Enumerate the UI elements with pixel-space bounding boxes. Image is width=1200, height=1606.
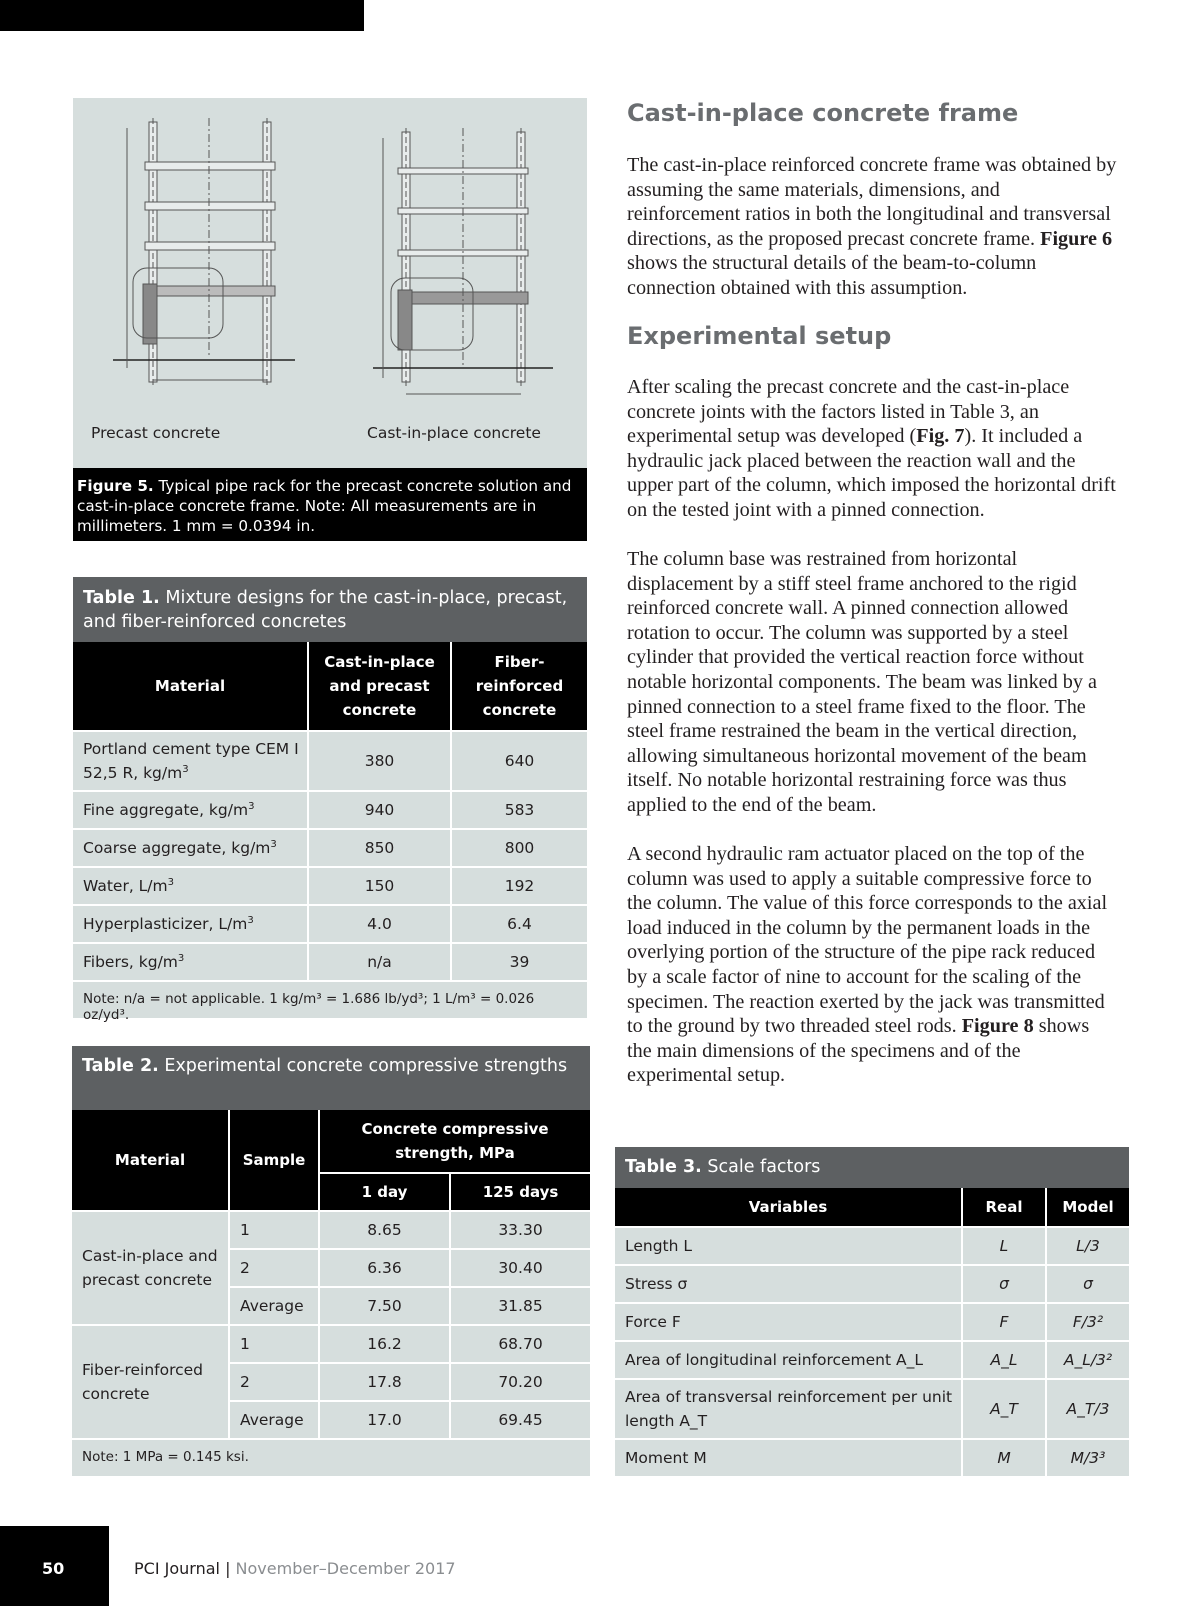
t2-cell-125days: 31.85	[449, 1286, 590, 1324]
table-1-note: Note: n/a = not applicable. 1 kg/m³ = 1.686 lb/yd³; 1 L/m³ = 0.026 oz/yd³.	[73, 980, 587, 1018]
t2-header-125days: 125 days	[449, 1172, 590, 1210]
t1-cell-cip: 940	[307, 790, 450, 828]
table-2-caption: Experimental concrete compressive strengths	[164, 1056, 568, 1076]
figure-label-precast: Precast concrete	[91, 424, 221, 442]
t1-cell-fiber: 6.4	[450, 904, 587, 942]
top-black-bar	[0, 0, 364, 31]
table-1-caption: Mixture designs for the cast-in-place, precast, and fiber-reinforced concretes	[83, 588, 568, 632]
paragraph-setup-1: After scaling the precast concrete and the cast-in-place concrete joints with the factors listed in Table 3, an experimental setup was developed (Fig. 7). It included a hydraulic jack placed between the reaction wall and the upper part of the column, which imposed the horizontal drift on the tested joint with a pinned connection.	[627, 376, 1116, 521]
table-1-title	[73, 577, 587, 642]
t1-header-fiber: Fiber-reinforced concrete	[450, 642, 587, 730]
t1-cell-material: Hyperplasticizer, $L/m^3$	[73, 904, 307, 942]
t2-cell-sample: 1	[228, 1210, 318, 1248]
table-row	[615, 1378, 1129, 1438]
table-1-grid	[73, 642, 587, 980]
t1-cell-material: Water, $L/m^3$	[73, 866, 307, 904]
t3-cell-model: A_L/3²	[1045, 1340, 1129, 1378]
figure-label-cast-in-place: Cast-in-place concrete	[367, 424, 541, 442]
table-1	[73, 577, 587, 1023]
t2-header-strength: Concrete compressive strength, MPa	[318, 1110, 590, 1172]
footer-journal	[134, 1559, 456, 1578]
t2-cell-1day: 6.36	[318, 1248, 449, 1286]
t3-cell-model: A_T/3	[1045, 1378, 1129, 1438]
table-row	[73, 730, 587, 790]
table-2-title	[72, 1046, 590, 1110]
table-row	[73, 828, 587, 866]
paragraph-cast-in-place: The cast-in-place reinforced concrete frame was obtained by assuming the same materials, dimensions, and reinforcement ratios in both the longitudinal and transversal directions, as the proposed precast concrete frame. Figure 6 shows the structural details of the beam-to-column connection obtained with this assumption.	[627, 154, 1117, 299]
t3-cell-variable: Stress σ	[615, 1264, 961, 1302]
t3-cell-real: F	[961, 1302, 1045, 1340]
table-row	[615, 1438, 1129, 1476]
t2-cell-1day: 16.2	[318, 1324, 449, 1362]
t2-cell-material: Cast-in-place and precast concrete	[72, 1210, 228, 1324]
table-2-note: Note: 1 MPa = 0.145 ksi.	[72, 1438, 590, 1476]
heading-cast-in-place: Cast-in-place concrete frame	[627, 99, 1019, 127]
table-3-label: Table 3.	[625, 1157, 702, 1177]
t2-header-sample: Sample	[228, 1110, 318, 1210]
heading-experimental-setup: Experimental setup	[627, 322, 892, 350]
t1-cell-material: Coarse aggregate, $kg/m^3$	[73, 828, 307, 866]
t2-cell-1day: 17.0	[318, 1400, 449, 1438]
page-number-box	[0, 1526, 109, 1606]
t2-header-1day: 1 day	[318, 1172, 449, 1210]
t3-cell-model: M/3³	[1045, 1438, 1129, 1476]
paragraph-setup-3: A second hydraulic ram actuator placed on the top of the column was used to apply a suitable compressive force to the column. The value of this force corresponds to the axial load induced in the column by the permanent loads in the overlying portion of the structure of the pipe rack reduced by a scale factor of nine to account for the scaling of the specimen. The reaction exerted by the jack was transmitted to the ground by two threaded steel rods. Figure 8 shows the main dimensions of the specimens and of the experimental setup.	[627, 843, 1108, 1087]
table-row	[73, 904, 587, 942]
t3-cell-model: L/3	[1045, 1226, 1129, 1264]
table-1-label: Table 1.	[83, 588, 160, 608]
table-row	[615, 1302, 1129, 1340]
t1-cell-cip: n/a	[307, 942, 450, 980]
figure-5	[73, 98, 587, 541]
footer-separator: |	[225, 1559, 231, 1578]
t3-cell-variable: Area of transversal reinforcement per unit length A_T	[615, 1378, 961, 1438]
pipe-rack-drawings	[73, 98, 587, 468]
journal-name: PCI Journal	[134, 1559, 220, 1578]
table-row	[615, 1340, 1129, 1378]
t2-cell-125days: 33.30	[449, 1210, 590, 1248]
table-3-title	[615, 1147, 1129, 1188]
table-row	[72, 1210, 590, 1248]
figure-caption-label: Figure 5.	[77, 477, 154, 495]
t1-header-material: Material	[73, 642, 307, 730]
t2-cell-125days: 68.70	[449, 1324, 590, 1362]
table-row	[73, 790, 587, 828]
t3-cell-model: σ	[1045, 1264, 1129, 1302]
t2-cell-material: Fiber-reinforced concrete	[72, 1324, 228, 1438]
t1-cell-cip: 380	[307, 730, 450, 790]
t1-cell-cip: 150	[307, 866, 450, 904]
t1-cell-fiber: 192	[450, 866, 587, 904]
table-2-label: Table 2.	[82, 1056, 159, 1076]
table-3-grid	[615, 1188, 1129, 1476]
t2-cell-1day: 17.8	[318, 1362, 449, 1400]
t1-cell-material: Fibers, $kg/m^3$	[73, 942, 307, 980]
t3-cell-real: σ	[961, 1264, 1045, 1302]
t2-cell-sample: 2	[228, 1248, 318, 1286]
t3-cell-real: A_L	[961, 1340, 1045, 1378]
t3-cell-variable: Area of longitudinal reinforcement A_L	[615, 1340, 961, 1378]
t1-cell-cip: 850	[307, 828, 450, 866]
t1-cell-material: Portland cement type CEM I 52,5 R, $kg/m^3$	[73, 730, 307, 790]
t3-cell-model: F/3²	[1045, 1302, 1129, 1340]
table-row	[73, 866, 587, 904]
table-row	[615, 1226, 1129, 1264]
t3-cell-real: M	[961, 1438, 1045, 1476]
t1-cell-cip: 4.0	[307, 904, 450, 942]
table-2-grid	[72, 1110, 590, 1438]
paragraph-setup-2: The column base was restrained from horizontal displacement by a stiff steel frame anchored to the rigid reinforced concrete wall. A pinned connection allowed rotation to occur. The column was supported by a steel cylinder that provided the vertical reaction force without notable horizontal components. The beam was linked by a pinned connection to a steel frame fixed to the floor. The steel frame restrained the beam in the vertical direction, allowing simultaneous horizontal movement of the beam itself. No notable horizontal restraining force was thus applied to the end of the beam.	[627, 548, 1097, 816]
t3-cell-real: A_T	[961, 1378, 1045, 1438]
issue-date: November–December 2017	[235, 1559, 456, 1578]
t3-header-real: Real	[961, 1188, 1045, 1226]
t2-header-material: Material	[72, 1110, 228, 1210]
table-row	[72, 1324, 590, 1362]
t3-cell-variable: Moment M	[615, 1438, 961, 1476]
figure-caption	[73, 468, 587, 541]
t2-cell-125days: 70.20	[449, 1362, 590, 1400]
t2-cell-1day: 8.65	[318, 1210, 449, 1248]
t3-header-variables: Variables	[615, 1188, 961, 1226]
t3-header-model: Model	[1045, 1188, 1129, 1226]
t2-cell-sample: 2	[228, 1362, 318, 1400]
page-number: 50	[42, 1559, 65, 1578]
t2-cell-sample: Average	[228, 1286, 318, 1324]
figure-caption-text: Typical pipe rack for the precast concrete solution and cast-in-place concrete frame. Note: All measurements are in millimeters. 1 mm = 0.0394 in.	[77, 477, 572, 535]
table-row	[73, 942, 587, 980]
t2-cell-sample: 1	[228, 1324, 318, 1362]
t2-cell-1day: 7.50	[318, 1286, 449, 1324]
table-3	[615, 1147, 1129, 1476]
table-3-caption: Scale factors	[707, 1157, 821, 1177]
t2-cell-125days: 30.40	[449, 1248, 590, 1286]
t1-header-cip: Cast-in-place and precast concrete	[307, 642, 450, 730]
table-2	[72, 1046, 590, 1476]
table-row	[615, 1264, 1129, 1302]
t1-cell-fiber: 39	[450, 942, 587, 980]
t1-cell-fiber: 640	[450, 730, 587, 790]
t1-cell-fiber: 800	[450, 828, 587, 866]
t2-cell-125days: 69.45	[449, 1400, 590, 1438]
t3-cell-variable: Force F	[615, 1302, 961, 1340]
t3-cell-real: L	[961, 1226, 1045, 1264]
t1-cell-fiber: 583	[450, 790, 587, 828]
t3-cell-variable: Length L	[615, 1226, 961, 1264]
t2-cell-sample: Average	[228, 1400, 318, 1438]
t1-cell-material: Fine aggregate, $kg/m^3$	[73, 790, 307, 828]
